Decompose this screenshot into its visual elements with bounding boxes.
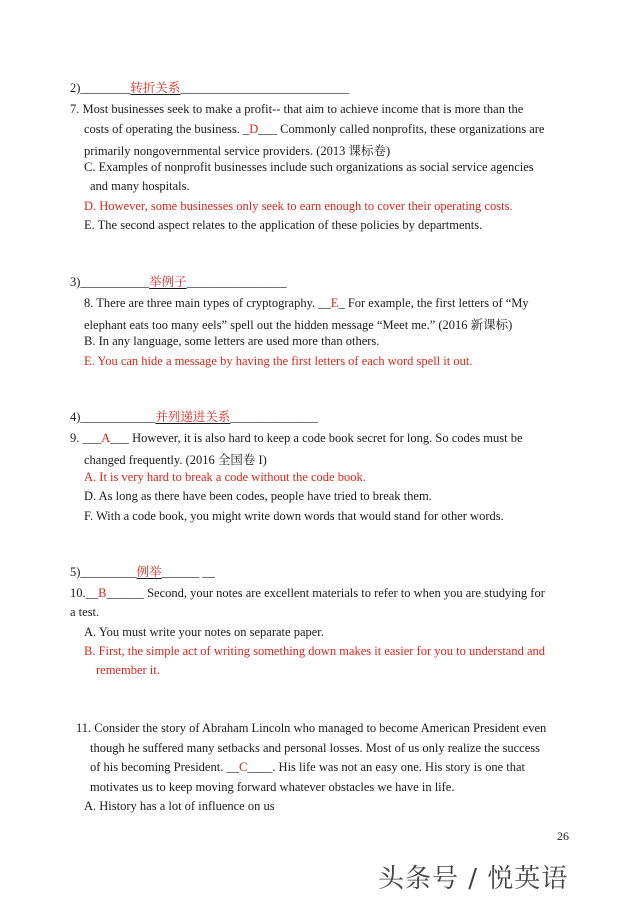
- text-segment: Commonly called nonprofits, these organizations are: [277, 122, 545, 136]
- q7-option-d: D. However, some businesses only seek to earn enough to cover their operating costs.: [84, 199, 513, 213]
- blank-line: ___: [110, 431, 130, 445]
- section-number: 3): [70, 275, 81, 289]
- q7-stem-line-3: primarily nongovernmental service providers. (2013 课标卷): [84, 144, 391, 158]
- text-segment: costs of operating the business.: [84, 122, 244, 136]
- section-label: 例举: [136, 565, 162, 579]
- q8-stem-line-2: elephant eats too many eels” spell out the hidden message “Meet me.” (2016 新课标): [84, 318, 513, 332]
- q7-stem-line-1: 7. Most businesses seek to make a profit-- that aim to achieve income that is more than the: [70, 102, 524, 116]
- text-segment: 9.: [70, 431, 83, 445]
- text-segment: 8. There are three main types of cryptography.: [84, 296, 319, 310]
- q10-option-b-line-2: remember it.: [96, 663, 160, 677]
- answer-letter: A: [101, 431, 111, 445]
- q11-stem-line-3: [90, 760, 525, 775]
- blank-line: ___: [82, 431, 102, 445]
- q10-stem-line-1: [70, 586, 545, 601]
- section-label: 转折关系: [130, 81, 181, 95]
- blank-line: ___________: [80, 275, 150, 289]
- blank-line: _: [243, 122, 250, 136]
- q7-option-c-line-2: and many hospitals.: [90, 179, 190, 193]
- blank-line: ________________: [186, 275, 287, 289]
- section-heading-2: [70, 78, 349, 96]
- q10-option-b-line-1: B. First, the simple act of writing something down makes it easier for you to understand and: [84, 644, 546, 658]
- q7-option-c-line-1: C. Examples of nonprofit businesses include such organizations as social service agencies: [84, 160, 534, 174]
- section-number: 5): [70, 565, 81, 579]
- blank-line: ______________: [230, 410, 318, 424]
- section-heading-4: [70, 407, 318, 425]
- section-heading-5: [70, 562, 215, 580]
- q11-stem-line-4: motivates us to keep moving forward whatever obstacles we have in life.: [90, 780, 455, 794]
- blank-line: ______: [106, 586, 144, 600]
- blank-line: __: [85, 586, 99, 600]
- q11-stem-line-1: 11. Consider the story of Abraham Lincoln who managed to become American President even: [76, 721, 547, 735]
- section-label: 举例子: [149, 275, 187, 289]
- text-segment: . His life was not an easy one. His story is one that: [272, 760, 526, 774]
- blank-line: _________: [80, 565, 137, 579]
- q9-stem-line-2: changed frequently. (2016 全国卷 I): [84, 453, 267, 467]
- answer-letter: D: [249, 122, 259, 136]
- q9-option-f: F. With a code book, you might write down words that would stand for other words.: [84, 509, 504, 523]
- blank-line: __: [318, 296, 331, 310]
- text-segment: of his becoming President.: [90, 760, 227, 774]
- q9-option-d: D. As long as there have been codes, people have tried to break them.: [84, 489, 432, 503]
- blank-line: ______ __: [161, 565, 215, 579]
- text-segment: Second, your notes are excellent materials to refer to when you are studying for: [143, 586, 545, 600]
- blank-line: ________: [80, 81, 131, 95]
- section-number: 4): [70, 410, 81, 424]
- blank-line: ___________________________: [180, 81, 350, 95]
- q9-option-a: A. It is very hard to break a code without the code book.: [84, 470, 366, 484]
- blank-line: ____: [247, 760, 273, 774]
- q10-stem-line-2: a test.: [70, 605, 100, 619]
- q8-stem-line-1: [84, 296, 529, 311]
- q9-stem-line-1: [70, 431, 523, 446]
- text-segment: For example, the first letters of “My: [344, 296, 529, 310]
- q8-option-e: E. You can hide a message by having the first letters of each word spell it out.: [84, 354, 473, 368]
- blank-line: _: [338, 296, 345, 310]
- answer-letter: B: [98, 586, 107, 600]
- answer-letter: C: [238, 760, 248, 774]
- q11-option-a: A. History has a lot of influence on us: [84, 799, 275, 813]
- text-segment: However, it is also hard to keep a code book secret for long. So codes must be: [129, 431, 523, 445]
- watermark: 头条号 / 悦英语: [378, 864, 569, 894]
- q7-stem-line-2: [84, 122, 544, 137]
- section-heading-3: [70, 272, 287, 290]
- q11-stem-line-2: though he suffered many setbacks and personal losses. Most of us only realize the success: [90, 741, 541, 755]
- page-number: 26: [557, 829, 569, 843]
- section-number: 2): [70, 81, 81, 95]
- text-segment: 10.: [70, 586, 86, 600]
- blank-line: ____________: [80, 410, 156, 424]
- section-label: 并列递进关系: [155, 410, 231, 424]
- blank-line: ___: [258, 122, 278, 136]
- q7-option-e: E. The second aspect relates to the application of these policies by departments.: [84, 218, 483, 232]
- q10-option-a: A. You must write your notes on separate paper.: [84, 625, 324, 639]
- answer-letter: E: [330, 296, 339, 310]
- blank-line: __: [226, 760, 239, 774]
- q8-option-b: B. In any language, some letters are used more than others.: [84, 334, 380, 348]
